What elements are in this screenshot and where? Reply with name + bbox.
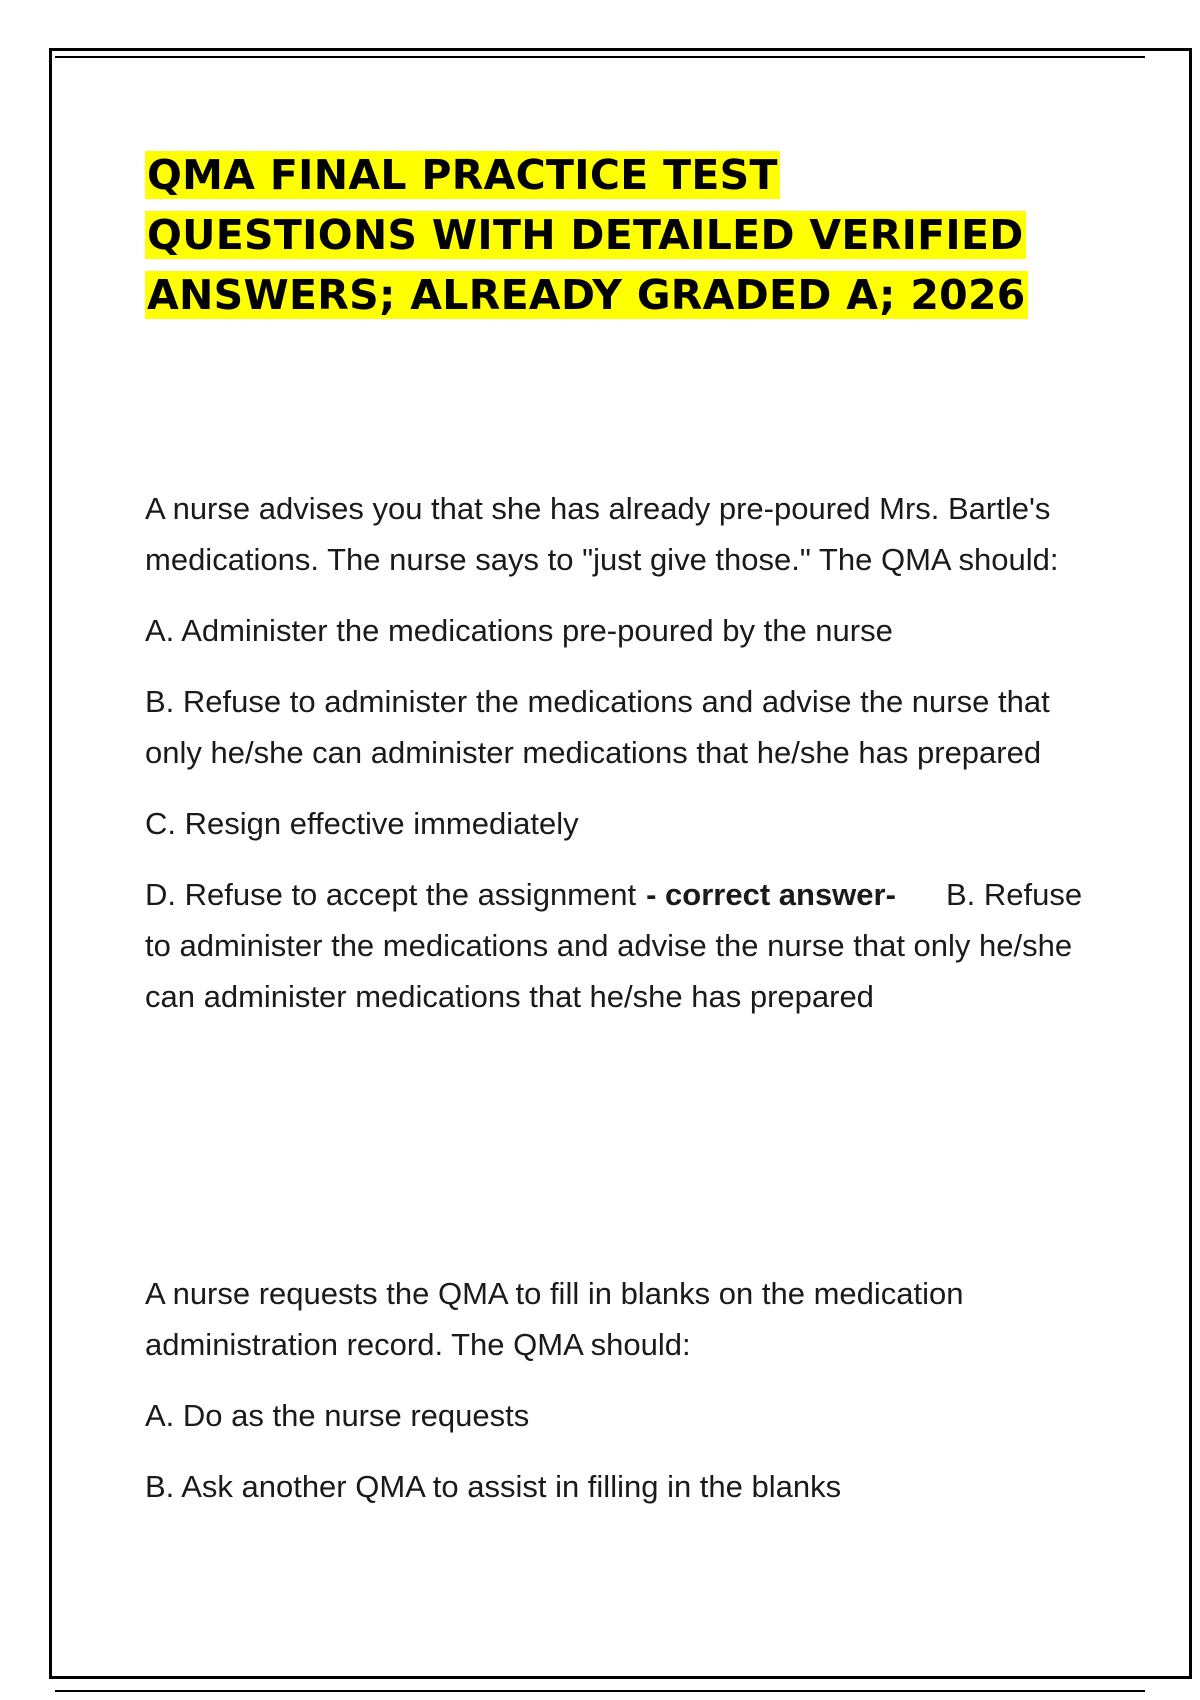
option-b: B. Ask another QMA to assist in filling in the blanks [145,1469,842,1504]
option-b: B. Refuse to administer the medications and advise the nurse that only he/she can administer medications that he/she has prepared [145,684,1050,770]
question-2 [145,1268,1105,1532]
option-c: C. Resign effective immediately [145,806,579,841]
document-title [145,145,1105,325]
title-line: QMA FINAL PRACTICE TEST [147,151,778,199]
title-line: QUESTIONS WITH DETAILED VERIFIED [147,211,1024,259]
option-d-with-answer [145,869,1105,1022]
option-a: A. Do as the nurse requests [145,1398,530,1433]
top-rule [55,56,1145,58]
option-d: D. Refuse to accept the assignment [145,877,637,912]
question-stem: A nurse advises you that she has already pre-poured Mrs. Bartle's medications. The nurse says to "just give those." The QMA should: [145,491,1059,577]
correct-answer-text: B. Refuse to administer the medications and advise the nurse that only he/she can administer medications that he/she has prepared [145,877,1083,1014]
bottom-rule [55,1690,1145,1692]
title-line: ANSWERS; ALREADY GRADED A; 2026 [147,271,1026,319]
question-1 [145,483,1105,1042]
correct-answer-label: - correct answer- [646,877,896,912]
document-header [145,145,1105,325]
option-a: A. Administer the medications pre-poured by the nurse [145,613,893,648]
question-stem: A nurse requests the QMA to fill in blanks on the medication administration record. The QMA should: [145,1276,964,1362]
